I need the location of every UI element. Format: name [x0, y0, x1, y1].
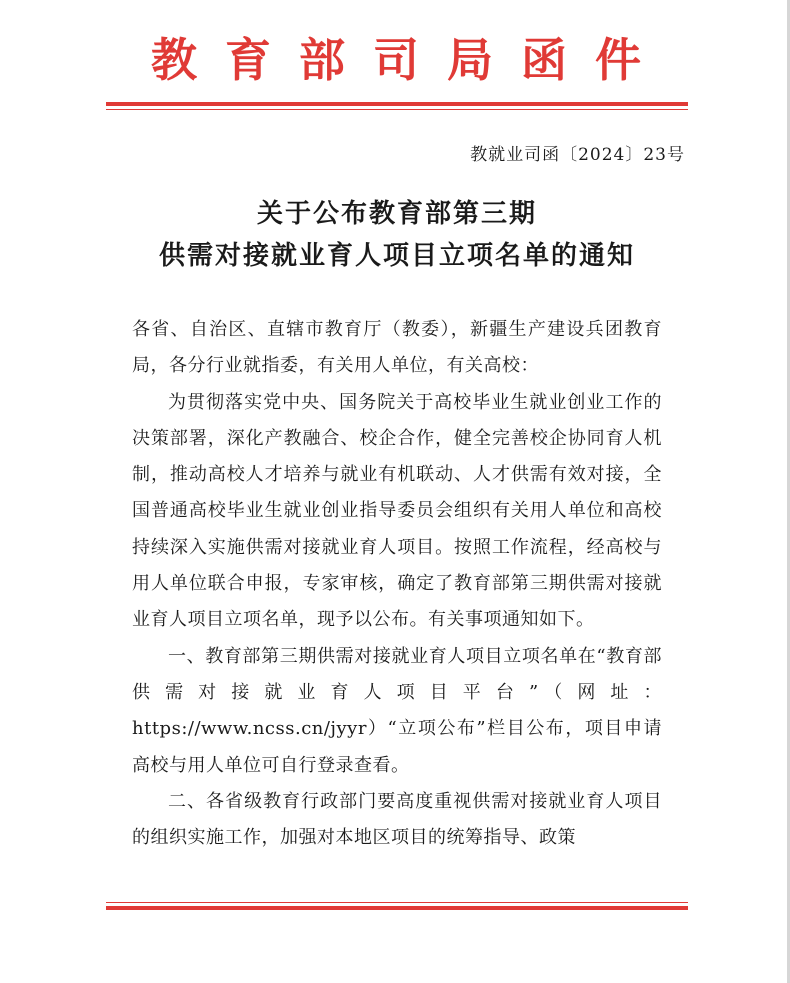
document-number: 教就业司函〔2024〕23号 [470, 145, 685, 165]
title-line-2: 供需对接就业育人项目立项名单的通知 [158, 241, 635, 271]
document-body [132, 312, 662, 856]
masthead-title: 教育部司局函件 [151, 33, 669, 87]
paragraph-item-1: 一、教育部第三期供需对接就业育人项目立项名单在“教育部供需对接就业育人项目平台”（网址：https://www.ncss.cn/jyyr）“立项公布”栏目公布，项目申请高校与用人单位可自行登录查看。 [132, 645, 662, 776]
masthead-rule-thick [106, 102, 688, 106]
paragraph-intro: 为贯彻落实党中央、国务院关于高校毕业生就业创业工作的决策部署，深化产教融合、校企合作，健全完善校企协同育人机制，推动高校人才培养与就业有机联动、人才供需有效对接，全国普通高校毕业生就业创业指导委员会组织有关用人单位和高校持续深入实施供需对接就业育人项目。按照工作流程，经高校与用人单位联合申报，专家审核，确定了教育部第三期供需对接就业育人项目立项名单，现予以公布。有关事项通知如下。 [132, 391, 662, 631]
paragraph-item-2: 二、各省级教育行政部门要高度重视供需对接就业育人项目的组织实施工作，加强对本地区项目的统筹指导、政策 [132, 790, 662, 849]
footer-rule-thin [106, 902, 688, 903]
recipients: 各省、自治区、直辖市教育厅（教委），新疆生产建设兵团教育局，各分行业就指委，有关用人单位，有关高校： [132, 319, 662, 377]
title-line-1: 关于公布教育部第三期 [256, 199, 537, 229]
footer-rule-thick [106, 906, 688, 910]
masthead-rule-thin [106, 109, 688, 110]
